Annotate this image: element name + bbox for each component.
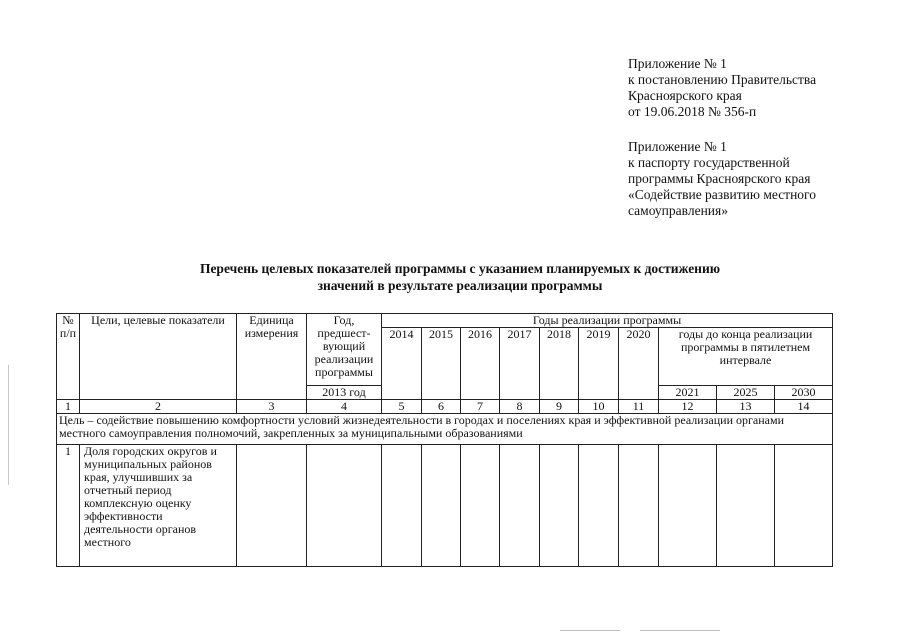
header-num: № п/п xyxy=(57,314,80,400)
header-base-year: 2013 год xyxy=(307,386,382,400)
header-year: 2015 xyxy=(422,328,461,400)
empty-cell xyxy=(382,445,422,567)
row-indicator: Доля городских округов и муниципальных районов края, улучшивших за отчетный период комплексную оценку эффективности деятельности органов местного xyxy=(80,445,237,567)
appendix-line: самоуправления» xyxy=(628,203,728,218)
scan-artifact-smudge xyxy=(640,630,720,631)
header-goals: Цели, целевые показатели xyxy=(80,314,237,400)
appendix-passport-block xyxy=(628,139,888,219)
empty-cell xyxy=(540,445,579,567)
header-unit: Единица измерения xyxy=(237,314,307,400)
header-prev-year: Год, предшест-вующий реализации программы xyxy=(307,314,382,386)
column-number: 9 xyxy=(540,400,579,414)
title-line-2: значений в результате реализации программы xyxy=(317,278,603,293)
column-number: 8 xyxy=(500,400,540,414)
title-line-1: Перечень целевых показателей программы с указанием планируемых к достижению xyxy=(199,261,721,276)
appendix-line: Красноярского края xyxy=(628,88,742,103)
column-number: 7 xyxy=(461,400,500,414)
empty-cell xyxy=(775,445,833,567)
header-year: 2016 xyxy=(461,328,500,400)
column-numbers-row xyxy=(57,400,833,414)
header-year: 2018 xyxy=(540,328,579,400)
scan-artifact-smudge xyxy=(560,630,620,631)
header-year: 2019 xyxy=(579,328,619,400)
scan-artifact-line xyxy=(8,365,9,485)
appendix-line: к постановлению Правительства xyxy=(628,72,817,87)
header-year: 2017 xyxy=(500,328,540,400)
column-number: 5 xyxy=(382,400,422,414)
appendix-line: Приложение № 1 xyxy=(628,56,727,71)
appendix-line: к паспорту государственной xyxy=(628,155,790,170)
column-number: 2 xyxy=(80,400,237,414)
empty-cell xyxy=(717,445,775,567)
empty-cell xyxy=(237,445,307,567)
header-five-year-2021: 2021 xyxy=(659,386,717,400)
appendix-line: программы Красноярского края xyxy=(628,171,811,186)
empty-cell xyxy=(422,445,461,567)
column-number: 11 xyxy=(619,400,659,414)
empty-cell xyxy=(461,445,500,567)
indicators-table xyxy=(56,313,833,567)
header-years-group: Годы реализации программы xyxy=(382,314,833,328)
appendix-resolution-block xyxy=(628,56,888,120)
header-five-year-2025: 2025 xyxy=(717,386,775,400)
goal-row: Цель – содействие повышению комфортности условий жизнедеятельности в городах и поселениях края и эффективной реализации органами местного самоуправления полномочий, закрепленных за муниципальными образованиями xyxy=(57,414,833,445)
appendix-line: Приложение № 1 xyxy=(628,139,727,154)
appendix-line: «Содействие развитию местного xyxy=(628,187,817,202)
column-number: 10 xyxy=(579,400,619,414)
table-row xyxy=(57,445,833,567)
empty-cell xyxy=(659,445,717,567)
row-num: 1 xyxy=(57,445,80,567)
appendix-line: от 19.06.2018 № 356-п xyxy=(628,104,757,119)
column-number: 6 xyxy=(422,400,461,414)
header-year: 2020 xyxy=(619,328,659,400)
header-five-year-2030: 2030 xyxy=(775,386,833,400)
column-number: 13 xyxy=(717,400,775,414)
column-number: 1 xyxy=(57,400,80,414)
column-number: 12 xyxy=(659,400,717,414)
empty-cell xyxy=(307,445,382,567)
column-number: 4 xyxy=(307,400,382,414)
column-number: 14 xyxy=(775,400,833,414)
header-year: 2014 xyxy=(382,328,422,400)
empty-cell xyxy=(500,445,540,567)
empty-cell xyxy=(579,445,619,567)
column-number: 3 xyxy=(237,400,307,414)
empty-cell xyxy=(619,445,659,567)
document-title xyxy=(60,260,860,294)
header-five-year: годы до конца реализации программы в пятилетнем интервале xyxy=(659,328,833,386)
